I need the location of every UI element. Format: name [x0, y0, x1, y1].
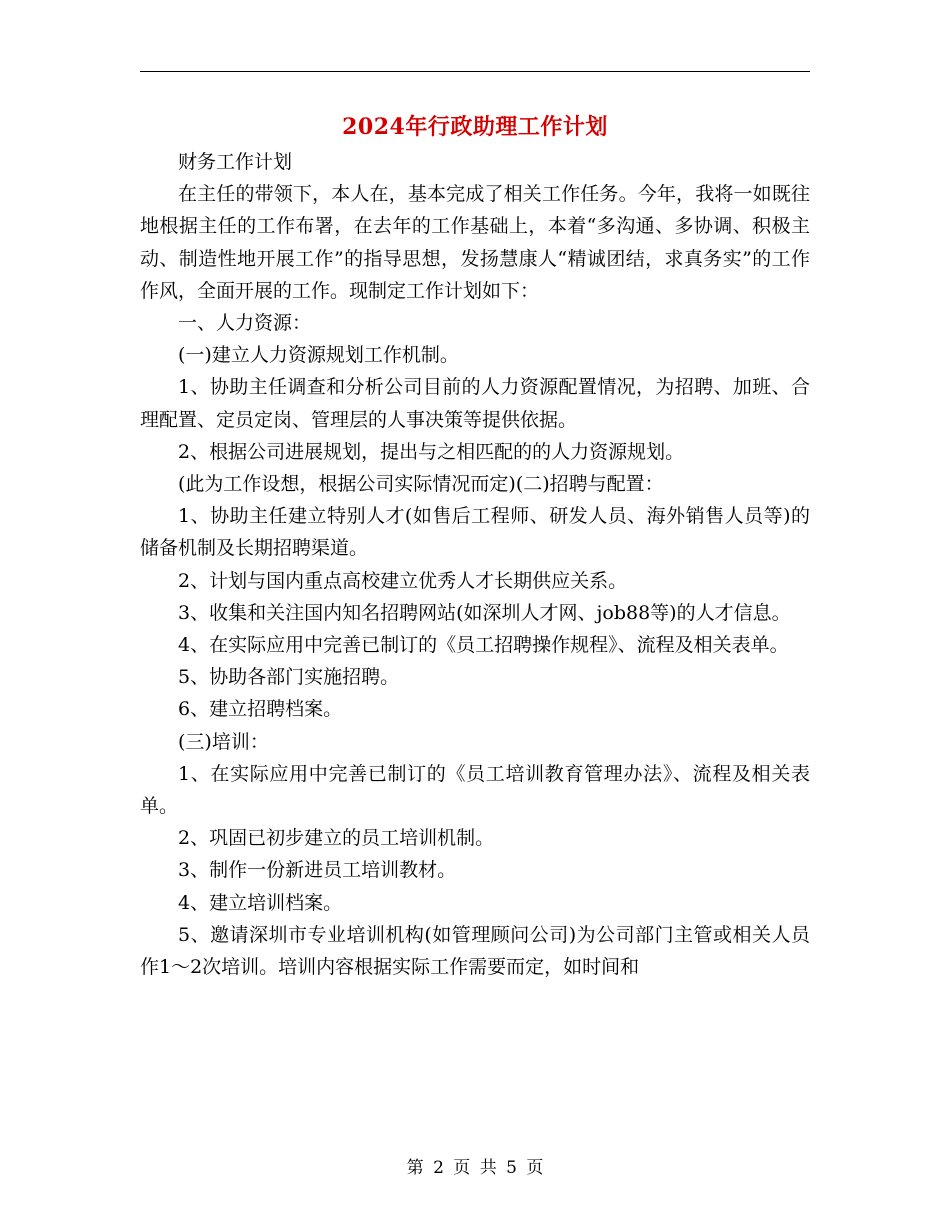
paragraph: (此为工作设想，根据公司实际情况而定)(二)招聘与配置： — [178, 473, 664, 496]
paragraph: 1、在实际应用中完善已制订的《员工培训教育管理办法》、流程及相关表单。 — [140, 762, 810, 818]
document-title: 2024年行政助理工作计划 — [342, 114, 608, 140]
paragraph: 2、根据公司进展规划，提出与之相匹配的的人力资源规划。 — [178, 440, 685, 463]
page-number-footer: 第 2 页 共 5 页 — [406, 1158, 544, 1178]
paragraph: 5、邀请深圳市专业培训机构(如管理顾问公司)为公司部门主管或相关人员作1～2次培训。培训内容根据实际工作需要而定，如时间和 — [140, 923, 810, 979]
paragraph: (三)培训： — [178, 730, 269, 753]
paragraph: 一、人力资源： — [178, 312, 312, 335]
paragraph: 4、建立培训档案。 — [178, 891, 343, 914]
paragraph: 在主任的带领下，本人在，基本完成了相关工作任务。今年，我将一如既往地根据主任的工作布署，在去年的工作基础上，本着“多沟通、多协调、积极主动、制造性地开展工作”的指导思想，发扬慧康人“精诚团结，求真务实”的工作作风，全面开展的工作。现制定工作计划如下： — [140, 183, 810, 302]
document-body — [140, 146, 810, 983]
paragraph: 3、制作一份新进员工培训教材。 — [178, 859, 457, 882]
paragraph: 4、在实际应用中完善已制订的《员工招聘操作规程》、流程及相关表单。 — [178, 634, 789, 657]
paragraph: 6、建立招聘档案。 — [178, 698, 343, 721]
paragraph: 1、协助主任建立特别人才(如售后工程师、研发人员、海外销售人员等)的储备机制及长期招聘渠道。 — [140, 505, 810, 560]
paragraph: (一)建立人力资源规划工作机制。 — [178, 344, 459, 367]
paragraph: 2、巩固已初步建立的员工培训机制。 — [178, 827, 495, 850]
paragraph: 财务工作计划 — [178, 151, 293, 173]
paragraph: 3、收集和关注国内知名招聘网站(如深圳人才网、job88等)的人才信息。 — [178, 601, 791, 624]
paragraph: 2、计划与国内重点高校建立优秀人才长期供应关系。 — [178, 569, 628, 592]
paragraph: 1、协助主任调查和分析公司目前的人力资源配置情况，为招聘、加班、合理配置、定员定岗、管理层的人事决策等提供依据。 — [140, 376, 810, 431]
header-rule — [140, 71, 810, 72]
paragraph: 5、协助各部门实施招聘。 — [178, 666, 400, 689]
